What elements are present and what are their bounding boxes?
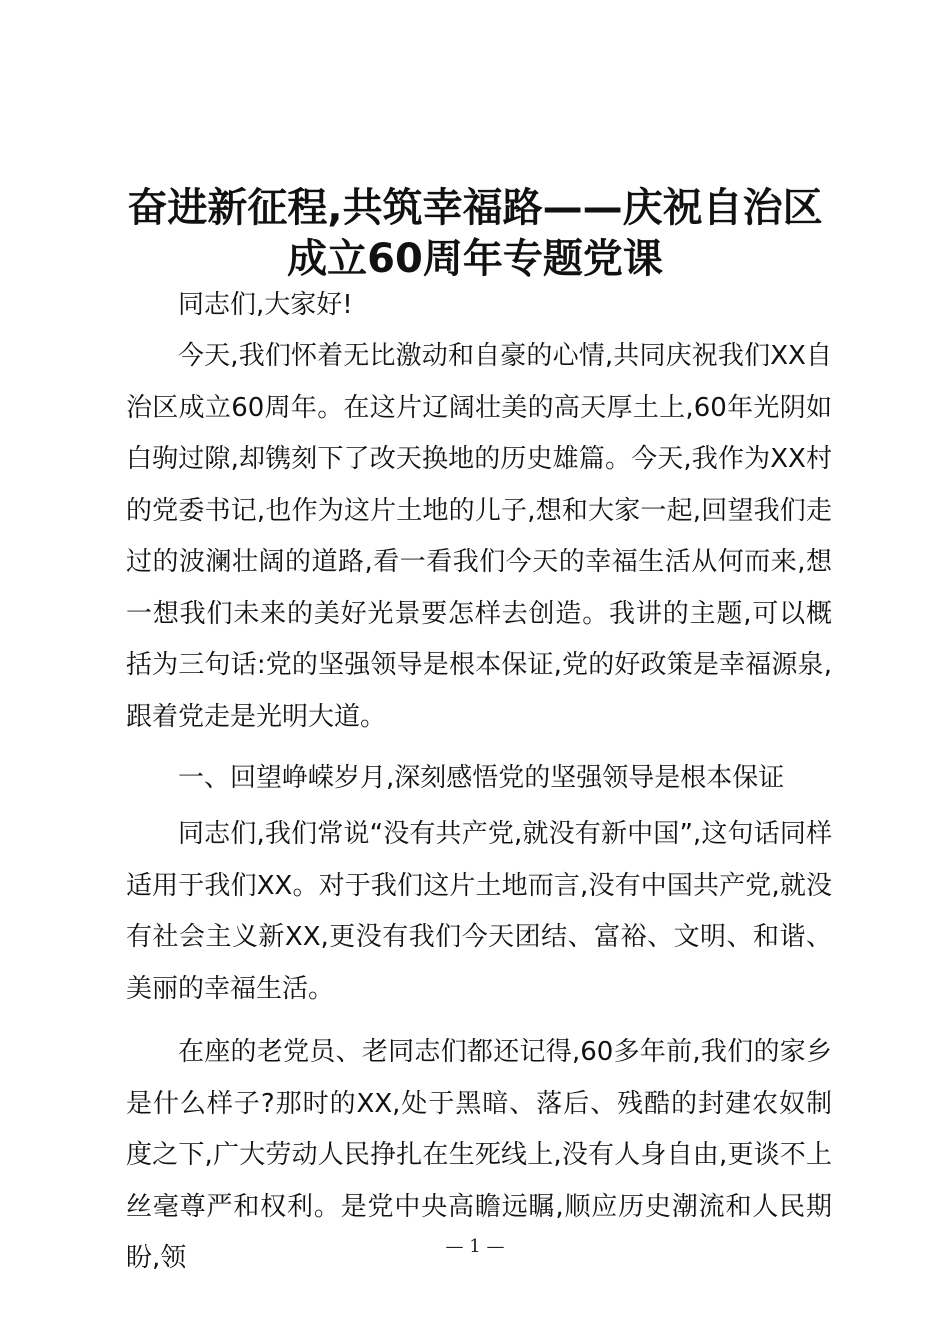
intro-paragraph: 今天,我们怀着无比激动和自豪的心情,共同庆祝我们XX自治区成立60周年。在这片辽阔壮美的高天厚土上,60年光阴如白驹过隙,却镌刻下了改天换地的历史雄篇。今天,我作为XX村的党委书记,也作为这片土地的儿子,想和大家一起,回望我们走过的波澜壮阔的道路,看一看我们今天的幸福生活从何而来,想一想我们未来的美好光景要怎样去创造。我讲的主题,可以概括为三句话:党的坚强领导是根本保证,党的好政策是幸福源泉,跟着党走是光明大道。 (126, 341, 832, 732)
body-paragraph: 同志们,我们常说“没有共产党,就没有新中国”,这句话同样适用于我们XX。对于我们这片土地而言,没有中国共产党,就没有社会主义新XX,更没有我们今天团结、富裕、文明、和谐、美丽的幸福生活。 (126, 819, 832, 1004)
document-body (126, 285, 832, 1297)
body-paragraph: 在座的老党员、老同志们都还记得,60多年前,我们的家乡是什么样子?那时的XX,处于黑暗、落后、残酷的封建农奴制度之下,广大劳动人民挣扎在生死线上,没有人身自由,更谈不上丝毫尊严和权利。是党中央高瞻远瞩,顺应历史潮流和人民期盼,领 (126, 1037, 832, 1273)
greeting-paragraph: 同志们,大家好! (178, 290, 353, 320)
page-number: — 1 — (445, 1236, 505, 1257)
section-heading: 一、回望峥嵘岁月,深刻感悟党的坚强领导是根本保证 (178, 763, 785, 793)
document-title: 奋进新征程,共筑幸福路——庆祝自治区成立60周年专题党课 (127, 185, 823, 282)
